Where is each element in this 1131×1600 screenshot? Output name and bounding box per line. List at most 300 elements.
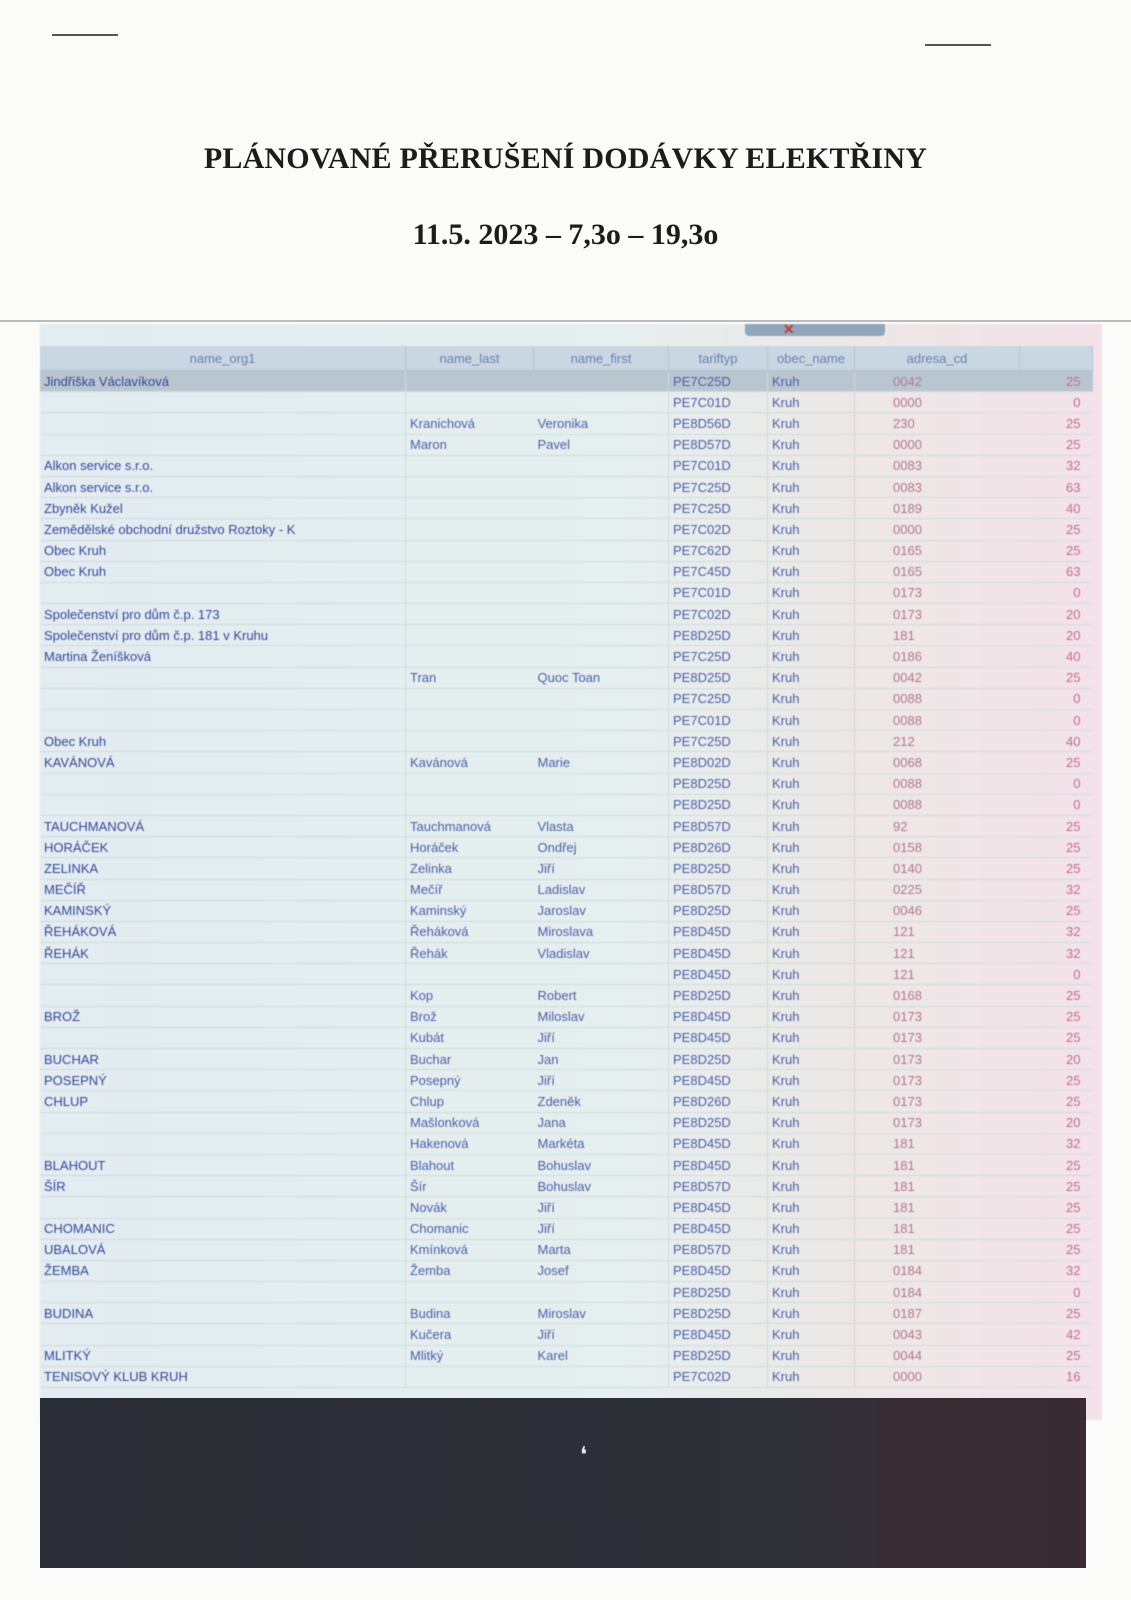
table-cell: PE8D45D	[669, 1324, 768, 1345]
table-cell: 32	[1020, 943, 1093, 964]
table-cell: Marie	[534, 752, 669, 773]
table-cell: CHOMANIC	[40, 1218, 406, 1239]
close-icon: ✕	[783, 324, 795, 337]
column-header: name_first	[534, 346, 669, 371]
table-row	[40, 476, 1093, 497]
table-cell: 0083	[855, 455, 1020, 476]
table-row	[40, 1197, 1093, 1218]
table-cell	[40, 773, 406, 794]
column-header: adresa_cd	[855, 346, 1020, 371]
table-cell: Bohuslav	[534, 1154, 669, 1175]
table-cell: 40	[1020, 646, 1093, 667]
table-cell: 25	[1020, 540, 1093, 561]
table-cell	[534, 710, 669, 731]
table-row	[40, 752, 1093, 773]
table-cell: Zdeněk	[534, 1091, 669, 1112]
table-cell	[534, 625, 669, 646]
column-header: obec_name	[768, 346, 855, 371]
toolbar-fragment	[745, 324, 885, 336]
table-cell: ŽEMBA	[40, 1260, 406, 1281]
table-cell: Kruh	[768, 582, 855, 603]
table-cell: 25	[1020, 1197, 1093, 1218]
table-cell: Kruh	[768, 646, 855, 667]
table-cell: 121	[855, 943, 1020, 964]
table-cell	[406, 794, 534, 815]
table-cell: 25	[1020, 1070, 1093, 1091]
table-cell: 181	[855, 1176, 1020, 1197]
corner-mark-left	[52, 34, 118, 36]
table-cell: Jiří	[534, 1218, 669, 1239]
table-cell: 40	[1020, 731, 1093, 752]
table-cell: PE7C01D	[669, 392, 768, 413]
table-cell: Kruh	[768, 1091, 855, 1112]
table-cell: Alkon service s.r.o.	[40, 476, 406, 497]
table-cell: 25	[1020, 752, 1093, 773]
table-cell: 0	[1020, 582, 1093, 603]
table-cell: PE8D25D	[669, 858, 768, 879]
table-cell: Kruh	[768, 815, 855, 836]
table-cell	[406, 731, 534, 752]
table-cell: Kruh	[768, 943, 855, 964]
table-cell: Kaminský	[406, 900, 534, 921]
table-cell: 0173	[855, 1091, 1020, 1112]
table-cell: Kruh	[768, 1154, 855, 1175]
table-cell	[534, 371, 669, 392]
table-row	[40, 1133, 1093, 1154]
table-cell: Miroslav	[534, 1303, 669, 1324]
table-cell: Kruh	[768, 561, 855, 582]
table-cell: CHLUP	[40, 1091, 406, 1112]
table-cell: 0088	[855, 710, 1020, 731]
table-row	[40, 794, 1093, 815]
table-cell: ŘEHÁK	[40, 943, 406, 964]
table-cell: 25	[1020, 519, 1093, 540]
table-row	[40, 1324, 1093, 1345]
table-cell: 0	[1020, 1282, 1093, 1303]
table-cell: 0	[1020, 773, 1093, 794]
table-cell: 0088	[855, 794, 1020, 815]
table-cell: Kruh	[768, 1324, 855, 1345]
table-row	[40, 1176, 1093, 1197]
table-row	[40, 688, 1093, 709]
table-cell: 25	[1020, 371, 1093, 392]
table-cell: PE8D57D	[669, 815, 768, 836]
table-cell: Martina Ženíšková	[40, 646, 406, 667]
table-cell: 40	[1020, 498, 1093, 519]
table-cell: Kruh	[768, 604, 855, 625]
table-cell: 32	[1020, 879, 1093, 900]
table-cell: 0088	[855, 773, 1020, 794]
table-cell: Pavel	[534, 434, 669, 455]
table-cell: BUCHAR	[40, 1049, 406, 1070]
table-cell: PE7C01D	[669, 582, 768, 603]
table-cell: PE8D25D	[669, 625, 768, 646]
table-cell: 0044	[855, 1345, 1020, 1366]
table-cell	[40, 392, 406, 413]
table-cell: KAMINSKÝ	[40, 900, 406, 921]
table-cell: 230	[855, 413, 1020, 434]
table-cell: 0046	[855, 900, 1020, 921]
table-cell: Kruh	[768, 1112, 855, 1133]
table-cell	[406, 688, 534, 709]
table-cell: 0	[1020, 794, 1093, 815]
table-cell: Kruh	[768, 1176, 855, 1197]
table-row	[40, 604, 1093, 625]
table-cell: 25	[1020, 1091, 1093, 1112]
table-row	[40, 900, 1093, 921]
table-cell: 32	[1020, 455, 1093, 476]
table-cell: PE8D25D	[669, 1303, 768, 1324]
table-cell: BLAHOUT	[40, 1154, 406, 1175]
table-cell	[406, 1366, 534, 1387]
table-cell: 0184	[855, 1282, 1020, 1303]
table-cell: 25	[1020, 1006, 1093, 1027]
table-cell	[40, 1133, 406, 1154]
table-cell: 0173	[855, 1112, 1020, 1133]
table-cell: 25	[1020, 1027, 1093, 1048]
table-cell: PE7C25D	[669, 646, 768, 667]
table-cell: Kruh	[768, 1070, 855, 1091]
table-cell: Obec Kruh	[40, 561, 406, 582]
table-cell: 20	[1020, 625, 1093, 646]
table-cell	[40, 582, 406, 603]
table-cell	[40, 688, 406, 709]
table-cell: PE8D45D	[669, 1070, 768, 1091]
table-cell	[406, 773, 534, 794]
table-cell: Kruh	[768, 498, 855, 519]
table-cell: 92	[855, 815, 1020, 836]
table-header-row	[40, 346, 1093, 371]
table-cell: 32	[1020, 1260, 1093, 1281]
table-cell: 0165	[855, 561, 1020, 582]
light-reflection-icon: ❛	[580, 1442, 588, 1467]
table-cell: 32	[1020, 1133, 1093, 1154]
table-cell: Kavánová	[406, 752, 534, 773]
table-cell: Kruh	[768, 519, 855, 540]
table-cell: PE7C45D	[669, 561, 768, 582]
table-row	[40, 1049, 1093, 1070]
table-cell	[406, 710, 534, 731]
table-cell	[534, 1366, 669, 1387]
table-cell: 0186	[855, 646, 1020, 667]
table-cell: Kruh	[768, 837, 855, 858]
table-row	[40, 943, 1093, 964]
table-cell: 25	[1020, 413, 1093, 434]
table-cell: Kruh	[768, 1345, 855, 1366]
table-cell	[40, 667, 406, 688]
table-cell: Kruh	[768, 1303, 855, 1324]
table-row	[40, 710, 1093, 731]
column-header	[1020, 346, 1093, 371]
table-cell: Kučera	[406, 1324, 534, 1345]
table-cell: 0088	[855, 688, 1020, 709]
table-row	[40, 773, 1093, 794]
table-cell: Kruh	[768, 625, 855, 646]
table-cell: Vladislav	[534, 943, 669, 964]
table-cell: Kruh	[768, 413, 855, 434]
table-cell: 25	[1020, 667, 1093, 688]
table-row	[40, 519, 1093, 540]
table-cell: Vlasta	[534, 815, 669, 836]
table-cell: PE7C02D	[669, 519, 768, 540]
paste-edge	[0, 320, 1131, 322]
table-row	[40, 625, 1093, 646]
table-cell: PE8D25D	[669, 773, 768, 794]
table-cell: 25	[1020, 858, 1093, 879]
table-row	[40, 985, 1093, 1006]
table-cell: 0158	[855, 837, 1020, 858]
table-cell	[40, 1197, 406, 1218]
table-cell: PE8D45D	[669, 1218, 768, 1239]
table-row	[40, 1070, 1093, 1091]
table-cell: PE8D25D	[669, 794, 768, 815]
table-cell: UBALOVÁ	[40, 1239, 406, 1260]
table-cell: Ladislav	[534, 879, 669, 900]
table-row	[40, 921, 1093, 942]
table-cell: ZELINKA	[40, 858, 406, 879]
table-cell: PE8D26D	[669, 1091, 768, 1112]
table-cell: PE7C25D	[669, 688, 768, 709]
table-cell	[40, 710, 406, 731]
table-cell	[40, 1324, 406, 1345]
table-cell: 0173	[855, 1006, 1020, 1027]
table-cell: Jiří	[534, 1197, 669, 1218]
table-cell: 0173	[855, 582, 1020, 603]
table-cell: Mlitký	[406, 1345, 534, 1366]
column-header: tariftyp	[669, 346, 768, 371]
table-cell: 181	[855, 1218, 1020, 1239]
page-title: PLÁNOVANÉ PŘERUŠENÍ DODÁVKY ELEKTŘINY	[203, 142, 928, 175]
table-cell: Kruh	[768, 434, 855, 455]
table-cell: Společenství pro dům č.p. 173	[40, 604, 406, 625]
table-cell: Řeháková	[406, 921, 534, 942]
table-cell	[406, 455, 534, 476]
table-cell: TENISOVÝ KLUB KRUH	[40, 1366, 406, 1387]
table-cell: Kubát	[406, 1027, 534, 1048]
table-cell: 0000	[855, 392, 1020, 413]
table-cell	[534, 498, 669, 519]
table-cell: PE7C01D	[669, 455, 768, 476]
table-cell	[406, 476, 534, 497]
table-row	[40, 1027, 1093, 1048]
table-cell	[534, 731, 669, 752]
table-cell	[406, 561, 534, 582]
table-cell: Kruh	[768, 1006, 855, 1027]
table-cell: ŠÍR	[40, 1176, 406, 1197]
table-cell: 25	[1020, 985, 1093, 1006]
table-cell: PE8D57D	[669, 1176, 768, 1197]
table-cell	[534, 392, 669, 413]
table-cell: Kruh	[768, 794, 855, 815]
table-cell: 0000	[855, 1366, 1020, 1387]
table-cell: Obec Kruh	[40, 540, 406, 561]
table-cell	[534, 646, 669, 667]
table-cell: 63	[1020, 561, 1093, 582]
table-cell: Kruh	[768, 667, 855, 688]
table-cell: 25	[1020, 1239, 1093, 1260]
table-cell: Jana	[534, 1112, 669, 1133]
table-cell: Quoc Toan	[534, 667, 669, 688]
table-cell: PE7C02D	[669, 1366, 768, 1387]
table-cell: Kruh	[768, 964, 855, 985]
table-row	[40, 1239, 1093, 1260]
table-cell	[406, 604, 534, 625]
table-cell: 0000	[855, 519, 1020, 540]
table-cell	[406, 1282, 534, 1303]
table-cell: 25	[1020, 1345, 1093, 1366]
spreadsheet-photo	[40, 324, 1102, 1420]
table-cell	[534, 794, 669, 815]
table-cell: Kruh	[768, 1049, 855, 1070]
table-cell	[534, 519, 669, 540]
table-row	[40, 858, 1093, 879]
column-header: name_org1	[40, 346, 406, 371]
table-cell: Kruh	[768, 688, 855, 709]
table-cell: Mašlonková	[406, 1112, 534, 1133]
table-cell: Tran	[406, 667, 534, 688]
table-cell	[406, 625, 534, 646]
photo-dark-area	[40, 1398, 1086, 1568]
table-cell	[406, 646, 534, 667]
table-row	[40, 837, 1093, 858]
table-cell: Jindřiška Václavíková	[40, 371, 406, 392]
table-row	[40, 582, 1093, 603]
table-cell: Mečíř	[406, 879, 534, 900]
table-cell: 0042	[855, 667, 1020, 688]
table-cell: 181	[855, 1133, 1020, 1154]
table-cell	[534, 964, 669, 985]
table-cell: Kruh	[768, 455, 855, 476]
table-row	[40, 964, 1093, 985]
table-cell: 32	[1020, 921, 1093, 942]
table-cell: Společenství pro dům č.p. 181 v Kruhu	[40, 625, 406, 646]
table-cell: 0000	[855, 434, 1020, 455]
table-row	[40, 1282, 1093, 1303]
table-cell: PE8D25D	[669, 667, 768, 688]
table-cell: Kranichová	[406, 413, 534, 434]
table-cell: PE8D56D	[669, 413, 768, 434]
table-cell: Brož	[406, 1006, 534, 1027]
table-cell: Bohuslav	[534, 1176, 669, 1197]
table-row	[40, 1006, 1093, 1027]
table-cell: TAUCHMANOVÁ	[40, 815, 406, 836]
table-cell: 0083	[855, 476, 1020, 497]
table-cell: Obec Kruh	[40, 731, 406, 752]
table-cell: Kruh	[768, 879, 855, 900]
table-cell: PE7C25D	[669, 731, 768, 752]
table-cell: Miloslav	[534, 1006, 669, 1027]
table-cell: Řehák	[406, 943, 534, 964]
table-cell: PE8D25D	[669, 985, 768, 1006]
table-cell: 0173	[855, 1049, 1020, 1070]
table-row	[40, 879, 1093, 900]
table-cell: Kruh	[768, 752, 855, 773]
table-cell: Žemba	[406, 1260, 534, 1281]
table-cell: 0225	[855, 879, 1020, 900]
table-cell: 0168	[855, 985, 1020, 1006]
table-cell: MEČÍŘ	[40, 879, 406, 900]
table-cell	[534, 688, 669, 709]
table-cell	[406, 964, 534, 985]
table-cell: Chomanic	[406, 1218, 534, 1239]
table-cell: 25	[1020, 837, 1093, 858]
table-cell: PE8D25D	[669, 1112, 768, 1133]
table-row	[40, 455, 1093, 476]
table-cell	[40, 964, 406, 985]
table-cell: PE8D45D	[669, 1260, 768, 1281]
table-cell: PE8D45D	[669, 1027, 768, 1048]
column-header: name_last	[406, 346, 534, 371]
table-cell: 0	[1020, 392, 1093, 413]
page-subtitle: 11.5. 2023 – 7,3o – 19,3o	[412, 218, 719, 251]
table-cell: Kruh	[768, 1027, 855, 1048]
table-cell: 0189	[855, 498, 1020, 519]
table-row	[40, 1112, 1093, 1133]
photo-dark-area-right	[878, 1398, 1086, 1568]
table-cell: Kruh	[768, 858, 855, 879]
table-cell: Blahout	[406, 1154, 534, 1175]
table-cell	[406, 371, 534, 392]
table-cell: Markéta	[534, 1133, 669, 1154]
table-cell: 25	[1020, 1218, 1093, 1239]
table-cell: Kruh	[768, 540, 855, 561]
table-cell: PE8D25D	[669, 1345, 768, 1366]
table-cell: 0	[1020, 964, 1093, 985]
table-cell: Šír	[406, 1176, 534, 1197]
table-cell: Buchar	[406, 1049, 534, 1070]
table-cell: Kruh	[768, 371, 855, 392]
table-cell: 181	[855, 1197, 1020, 1218]
table-cell: POSEPNÝ	[40, 1070, 406, 1091]
table-cell: Kruh	[768, 1218, 855, 1239]
table-cell: Hakenová	[406, 1133, 534, 1154]
table-cell: 20	[1020, 1049, 1093, 1070]
table-cell	[40, 794, 406, 815]
table-cell: PE7C01D	[669, 710, 768, 731]
outage-table	[40, 346, 1093, 1388]
table-cell: 0042	[855, 371, 1020, 392]
table-cell: 121	[855, 921, 1020, 942]
table-cell: PE7C25D	[669, 476, 768, 497]
table-cell	[40, 413, 406, 434]
table-cell: Jan	[534, 1049, 669, 1070]
table-cell	[534, 604, 669, 625]
table-row	[40, 1218, 1093, 1239]
table-cell	[406, 540, 534, 561]
table-cell: 0165	[855, 540, 1020, 561]
table-cell: Kruh	[768, 710, 855, 731]
table-cell: Ondřej	[534, 837, 669, 858]
table-cell: PE8D45D	[669, 964, 768, 985]
table-cell: PE8D57D	[669, 434, 768, 455]
table-cell: Jiří	[534, 858, 669, 879]
table-cell: PE8D45D	[669, 921, 768, 942]
table-cell: 0068	[855, 752, 1020, 773]
table-row	[40, 1303, 1093, 1324]
table-cell: PE7C25D	[669, 371, 768, 392]
table-row	[40, 561, 1093, 582]
table-cell: 0043	[855, 1324, 1020, 1345]
table-cell: 121	[855, 964, 1020, 985]
table-cell: Kruh	[768, 1366, 855, 1387]
table-cell: PE8D57D	[669, 879, 768, 900]
table-cell: Jiří	[534, 1027, 669, 1048]
corner-mark-right	[925, 44, 991, 46]
table-cell: BUDINA	[40, 1303, 406, 1324]
table-cell: PE8D26D	[669, 837, 768, 858]
table-cell: Zemědělské obchodní družstvo Roztoky - K	[40, 519, 406, 540]
table-cell: PE8D57D	[669, 1239, 768, 1260]
